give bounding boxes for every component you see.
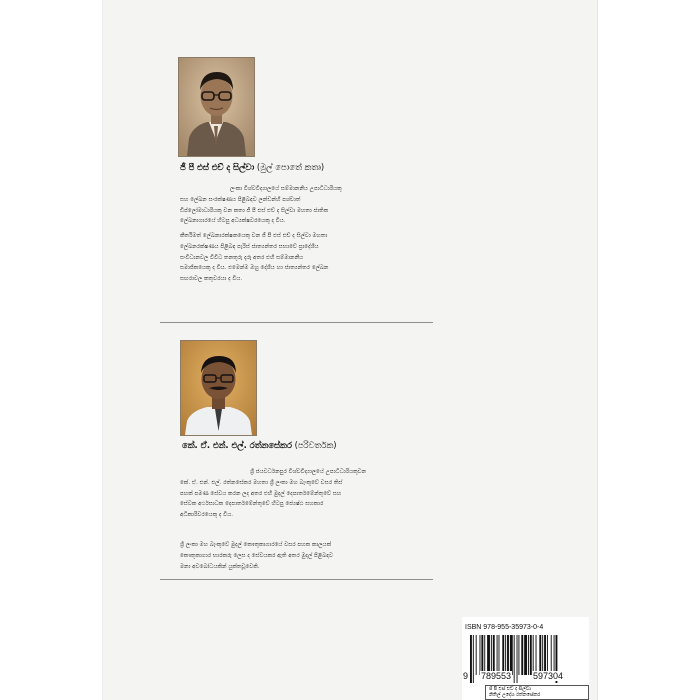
barcode-digits-left: 789553 [481,671,512,681]
section-divider [160,579,433,580]
author-2-bio-paragraph-2 [180,540,432,572]
author-2-bio-paragraph-1 [180,467,432,521]
author-caption-1 [180,162,324,173]
section-divider [160,322,433,323]
bio-line: ලේඛනාගාරයේ හිටපු අධ්‍යක්ෂවරයෙකු ද විය. [180,218,286,225]
bio-line: සඟරාවල කතුවරයා ද විය. [180,276,243,283]
bio-line: ශ්‍රී ජයවර්ධනපුර විශ්වවිද්‍යාලයේ උපාධිධාරියකුවන [250,469,367,475]
author-caption-2 [182,440,337,451]
bio-line: පහක් පමණ සේවය කරන ලද අතර එහි මුදල් දෙපාර්තමේන්තුවේ සහ [180,490,342,497]
isbn-label: ISBN 978-955-35973-0-4 [465,624,544,631]
barcode-digits-right: 597304 [533,671,564,681]
author-photo-1 [178,57,255,157]
book-back-cover [102,0,598,700]
author-name-2: කේ. ඒ. එන්. එල්. රත්නසේකර [182,440,292,450]
sticker-line-1: ජී පී එස් එච් ද සිල්වා [489,687,531,692]
author-role-1: (මුල් පොතේ කතෘ) [256,162,325,172]
barcode-digit-lead: 9 [463,671,469,681]
portrait-icon [181,341,256,435]
bio-line: සේවක අර්ථසාධක දෙපාර්තමේන්තුවේ හිටපු ජ්‍යෙෂ්ඨ සහකාර [180,501,324,508]
bio-line: කේ. ඒ. එන්. එල්. රත්නසේකර මහතා ශ්‍රී ලංකා මහ බැංකුවේ වසර තිස් [180,479,343,486]
title-sticker [485,685,589,700]
bio-line: මනා අවබෝධයකින් යුක්තවූවෙකි. [180,563,260,570]
bio-line: අධිකාරිවරයෙකු ද විය. [180,512,233,519]
bio-line: ලේඛනරක්ෂණය පිළිබඳ පැරිස් ජාත්‍යන්තර සභාවේ ප්‍රාදේශීය [180,243,319,250]
sticker-line-2: නිතිල් උදේශ රත්නසේකර [489,693,541,698]
author-role-2: (පරිවර්තක) [294,440,337,450]
author-name-1: ජී පී එස් එච් ද සිල්වා [180,162,255,172]
portrait-icon [179,58,254,156]
bio-line: ඩිප්ලෝමාධාරියකු වන කතා ජී පී එස් එච් ද සිල්වා මහතා ජාතික [180,207,329,214]
author-photo-2 [180,340,257,436]
bio-line: සංවිධානවල විවිධ තනතුරු දැරූ අතර එහි සම්මානනීය [180,254,304,261]
bio-line: ලංකා විශ්වවිද්‍යාලයේ සම්මානනීය උපාධිධාරියකු [230,186,342,192]
bio-line: ශ්‍රී ලංකා මහ බැංකුවේ මුදල් කෞතුකාගාරයේ වසර පහක කාලයක් [180,542,332,548]
author-1-bio-paragraph-1 [180,184,432,227]
author-1-bio-paragraph-2 [180,231,432,285]
bio-line: සහ ලේඛන සංරක්ෂණය පිළිබඳව ලන්ඩන්හි පශ්චාත් [180,196,301,203]
bio-line: කෞතුකාගාර භාරකරු ලෙස ද සේවයකර ඇති අතර මුදල් පිළිබඳව [180,552,333,559]
bio-line: කීර්තිමත් ලේඛනාරක්ෂකයෙකු වන ජී පී එස් එච් ද සිල්වා මහතා [180,233,328,239]
bio-line: සමාජිකයෙකු ද විය. එමෙන්ම ඔහු දේශීය හා ජාත්‍යන්තර ලේඛන [180,265,329,272]
